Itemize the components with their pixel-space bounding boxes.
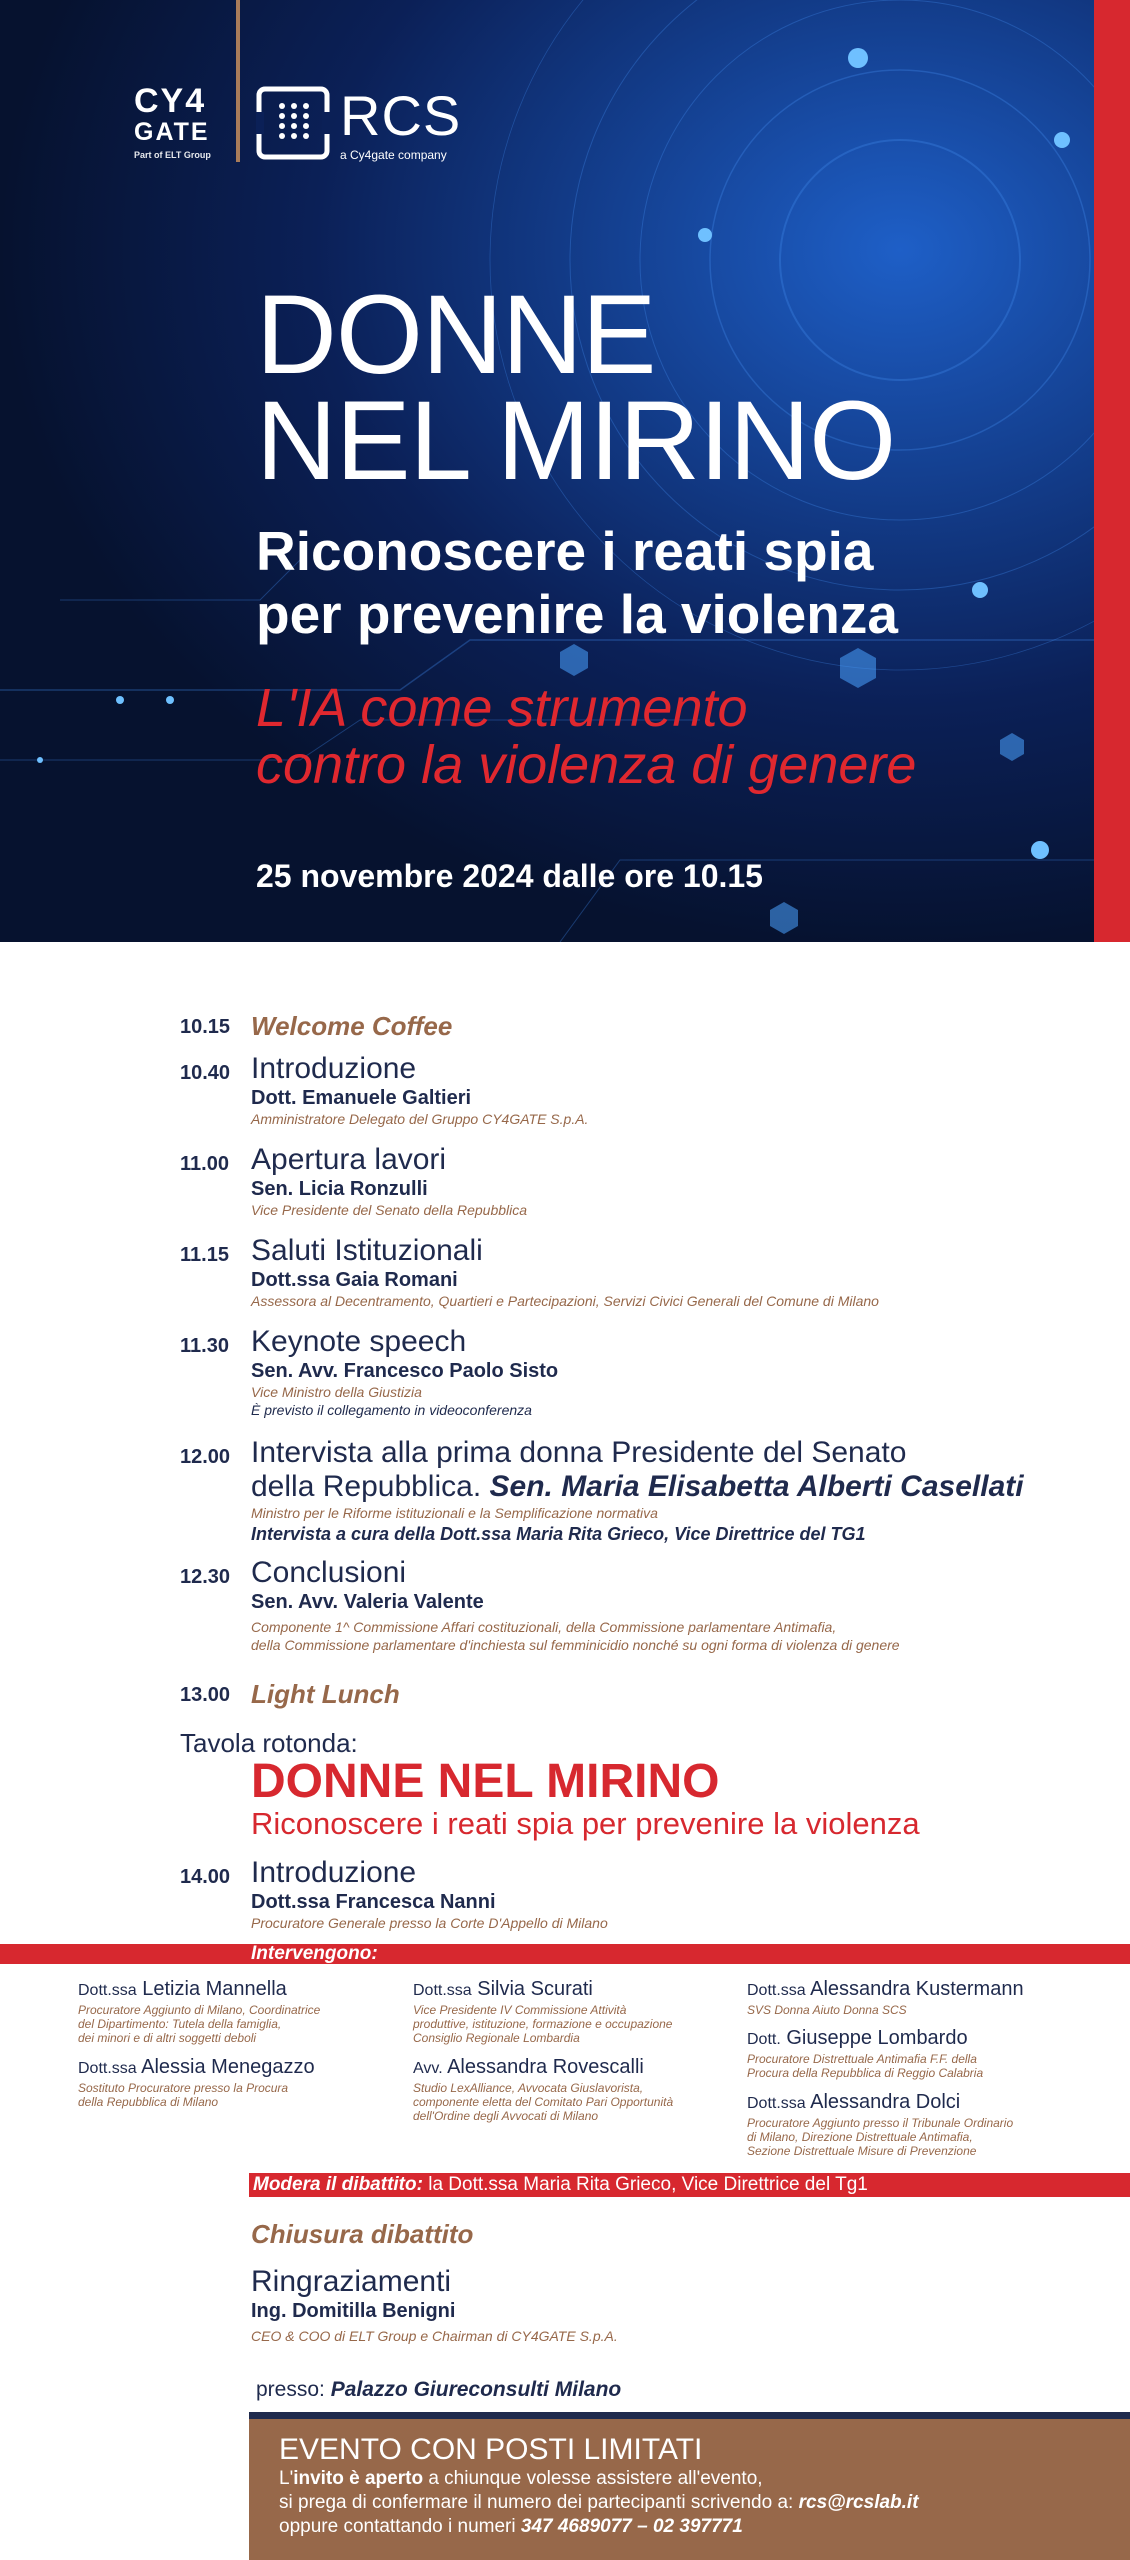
panelist-title: Dott.ssa [78,2060,137,2077]
hero-banner [0,0,1130,942]
panelist-role: Procuratore Aggiunto presso il Tribunale Ordinario [747,2116,1014,2130]
event-info-title: EVENTO CON POSTI LIMITATI [279,2433,703,2466]
panelist-role: di Milano, Direzione Distrettuale Antimafia, [747,2130,973,2144]
panelist-role: Studio LexAlliance, Avvocata Giuslavorista, [413,2081,644,2095]
agenda-title: Keynote speech [251,1325,467,1358]
venue [256,2378,621,2402]
hero-title [256,272,896,503]
agenda-speaker: Dott. Emanuele Galtieri [251,1087,472,1109]
panelist-role: Sostituto Procuratore presso la Procura [78,2081,289,2095]
panelist-role: dei minori e di altri soggetti deboli [78,2031,257,2045]
panelist [747,2026,1087,2080]
hero-ia-line1: L'IA come strumento [256,678,748,738]
cy4gate-logo-line1: CY4 [134,82,207,120]
agenda-time: 12.00 [180,1446,231,1468]
agenda-title: Introduzione [251,1856,417,1889]
panelist-role: Procura della Repubblica di Reggio Calabria [747,2066,984,2080]
agenda-speaker-role: Assessora al Decentramento, Quartieri e Partecipazioni, Servizi Civici Generali del Comune di Milano [251,1293,879,1309]
panelist-role: Procuratore Distrettuale Antimafia F.F. della [747,2052,977,2066]
hero-title-line1: DONNE [256,272,656,397]
speakers-label: Intervengono: [251,1943,378,1964]
text: a chiunque volesse assistere all'evento, [423,2468,763,2489]
panelist [747,1977,1087,2017]
panelist-role: SVS Donna Aiuto Donna SCS [747,2003,907,2017]
text: L' [279,2468,294,2489]
panelist-title: Avv. [413,2060,443,2077]
venue-prefix: presso: [256,2378,325,2401]
cy4gate-logo-line2: GATE [134,118,210,146]
rcs-logo-icon [256,86,330,160]
panelist [78,1977,418,2045]
venue-place: Palazzo Giureconsulti Milano [330,2378,622,2401]
panelist [78,2055,418,2109]
panelist-role: Procuratore Aggiunto di Milano, Coordinatrice [78,2003,321,2017]
agenda-title: Welcome Coffee [251,1011,453,1041]
panelist-name: Alessandra Rovescalli [447,2056,644,2078]
roundtable-title: DONNE NEL MIRINO [251,1755,720,1808]
rcs-logo-name: RCS [340,84,462,147]
panelist [413,2055,753,2123]
cy4gate-tagline: Part of ELT Group [134,150,211,160]
panelist-role: della Repubblica di Milano [78,2095,219,2109]
agenda-speaker-role: Vice Presidente del Senato della Repubblica [251,1202,528,1218]
agenda-time: 11.30 [180,1335,229,1357]
panelist-name: Alessandra Kustermann [810,1978,1024,2000]
event-info-line3 [279,2515,1130,2539]
agenda-title-line1: Intervista alla prima donna Presidente del Senato [251,1436,907,1469]
agenda-time: 11.15 [180,1244,229,1266]
agenda-title: Light Lunch [251,1679,400,1709]
event-date: 25 novembre 2024 dalle ore 10.15 [256,858,763,894]
agenda-time: 12.30 [180,1566,231,1588]
panelist-role: del Dipartimento: Tutela della famiglia, [78,2017,282,2031]
panelist-role: componente eletta del Comitato Pari Opportunità [413,2095,674,2109]
panelist-name: Letizia Mannella [142,1978,287,2000]
phone-numbers[interactable]: 347 4689077 – 02 397771 [520,2516,743,2537]
panelist-title: Dott. [747,2031,781,2048]
panelist-role: Vice Presidente IV Commissione Attività [413,2003,627,2017]
panelist-role: Sezione Distrettuale Misure di Prevenzione [747,2144,977,2158]
panelist-name: Alessia Menegazzo [141,2056,315,2078]
email-link[interactable]: rcs@rcslab.it [798,2492,919,2513]
hero-ia-tagline [256,680,916,794]
divider [249,2412,1130,2419]
hero-title-line2: NEL MIRINO [256,378,896,503]
agenda-speaker-role: Vice Ministro della Giustizia [251,1384,422,1400]
hero-subtitle-line2: per prevenire la violenza [256,583,898,645]
agenda-title-line2 [251,1470,1111,1504]
agenda-time: 10.40 [180,1062,231,1084]
agenda-title: Chiusura dibattito [251,2219,474,2249]
agenda-title: Conclusioni [251,1556,407,1589]
agenda-title-speaker: Sen. Maria Elisabetta Alberti Casellati [489,1470,1024,1503]
panelist [747,2090,1087,2158]
panelist-title: Dott.ssa [747,1982,806,1999]
cy4gate-logo [134,84,211,160]
panelist-role: dell'Ordine degli Avvocati di Milano [413,2109,599,2123]
agenda-time: 11.00 [180,1153,229,1175]
panelist-name: Alessandra Dolci [810,2091,961,2113]
moderator-label: Modera il dibattito: [253,2174,423,2195]
agenda-title: Saluti Istituzionali [251,1234,483,1267]
panelist-title: Dott.ssa [413,1982,472,1999]
agenda-title-line2-text: della Repubblica. [251,1470,482,1503]
panelist-name: Silvia Scurati [477,1978,593,2000]
agenda-title: Introduzione [251,1052,417,1085]
agenda-speaker: Dott.ssa Francesca Nanni [251,1891,496,1913]
agenda-speaker-role: Procuratore Generale presso la Corte D'Appello di Milano [251,1915,608,1931]
panelist-role: Consiglio Regionale Lombardia [413,2031,580,2045]
text: si prega di confermare il numero dei partecipanti scrivendo a: [279,2492,799,2513]
agenda-time: 10.15 [180,1016,231,1038]
panelist-title: Dott.ssa [747,2095,806,2112]
agenda-speaker-role-line1: Componente 1^ Commissione Affari costituzionali, della Commissione parlamentare Antimafia, [251,1619,837,1635]
panelist-role: produttive, istituzione, formazione e occupazione [413,2017,673,2031]
hero-subtitle-line1: Riconoscere i reati spia [256,520,874,582]
speakers-bar [0,1944,1130,1964]
agenda-time: 13.00 [180,1684,231,1706]
accent-strip [1094,0,1130,942]
panelist-name: Giuseppe Lombardo [786,2027,968,2049]
event-info-line2 [279,2491,1130,2515]
moderator-bar [249,2173,1130,2197]
agenda-speaker: Dott.ssa Gaia Romani [251,1269,458,1291]
logo-divider [236,0,240,162]
agenda-interviewer: Intervista a cura della Dott.ssa Maria Rita Grieco, Vice Direttrice del TG1 [251,1524,866,1544]
agenda-speaker: Ing. Domitilla Benigni [251,2300,456,2322]
text-bold: invito è aperto [293,2468,424,2489]
rcs-tagline: a Cy4gate company [340,148,447,162]
agenda-speaker: Sen. Avv. Francesco Paolo Sisto [251,1360,559,1382]
event-info-line1 [279,2467,1130,2491]
moderator-text: la Dott.ssa Maria Rita Grieco, Vice Direttrice del Tg1 [422,2174,868,2195]
hero-subtitle [256,520,898,646]
agenda-note: È previsto il collegamento in videoconferenza [251,1402,532,1418]
roundtable-label: Tavola rotonda: [180,1728,358,1758]
text: oppure contattando i numeri [279,2516,521,2537]
agenda-speaker: Sen. Licia Ronzulli [251,1178,428,1200]
agenda-speaker-role-line2: della Commissione parlamentare d'inchiesta sul femminicidio nonché su ogni forma di violenza di genere [251,1637,900,1653]
agenda-speaker-role: CEO & COO di ELT Group e Chairman di CY4GATE S.p.A. [251,2328,618,2344]
panelist-title: Dott.ssa [78,1982,137,1999]
rcs-logo [340,84,462,162]
agenda-title: Ringraziamenti [251,2265,452,2298]
agenda-time: 14.00 [180,1866,231,1888]
agenda-title: Apertura lavori [251,1143,447,1176]
agenda-speaker-role: Ministro per le Riforme istituzionali e la Semplificazione normativa [251,1505,658,1521]
agenda-speaker: Sen. Avv. Valeria Valente [251,1591,484,1613]
event-info-box [249,2419,1130,2560]
agenda-speaker-role: Amministratore Delegato del Gruppo CY4GATE S.p.A. [251,1111,589,1127]
hero-ia-line2: contro la violenza di genere [256,735,917,795]
roundtable-subtitle: Riconoscere i reati spia per prevenire la violenza [251,1806,920,1841]
panelist [413,1977,753,2045]
